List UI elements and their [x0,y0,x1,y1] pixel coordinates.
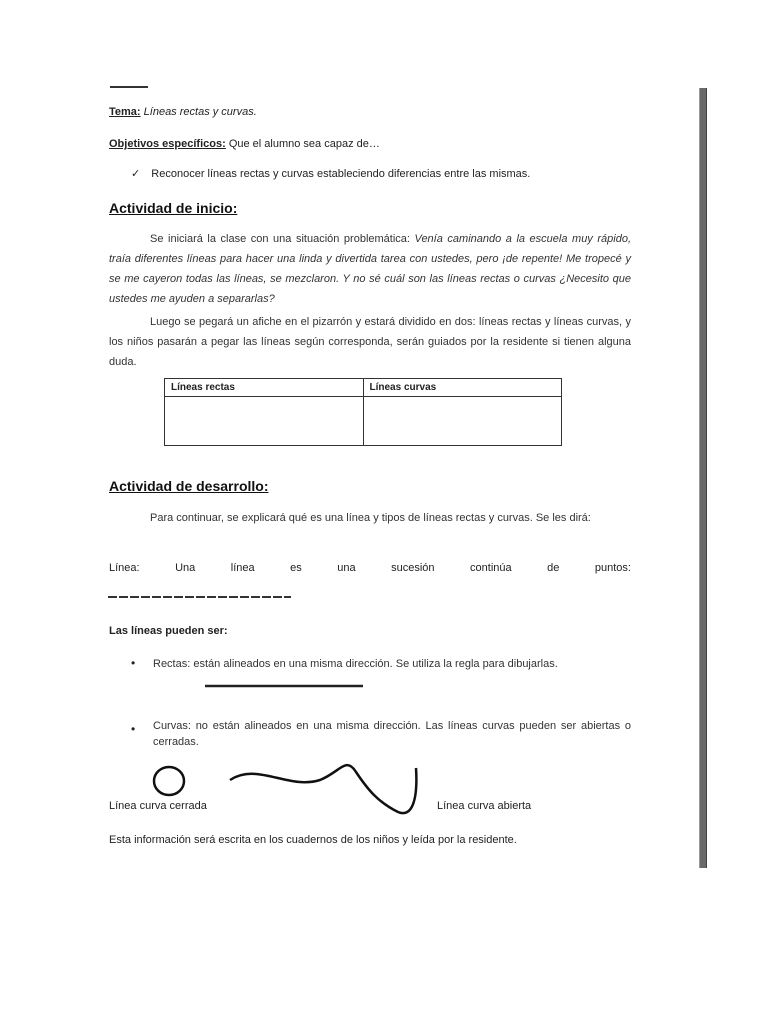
lines-table [164,378,562,446]
objective-item [131,167,530,180]
tema-label: Tema: [109,106,141,118]
desarrollo-heading: Actividad de desarrollo: [109,478,269,494]
inicio-heading: Actividad de inicio: [109,200,238,216]
definition-word: línea [230,562,255,574]
lineas-subheading: Las líneas pueden ser: [109,625,228,637]
label-closed-curve: Línea curva cerrada [109,800,207,812]
header-dash [110,86,148,88]
table-header-rectas: Líneas rectas [165,379,364,397]
open-curve-drawing [230,765,416,813]
inicio-para1-plain: Se iniciará la clase con una situación problemática: [150,233,415,245]
objetivos-label: Objetivos específicos: [109,138,226,150]
table-header-curvas: Líneas curvas [363,379,562,397]
bullet-icon: • [131,656,136,670]
objective-text: Reconocer líneas rectas y curvas estableciendo diferencias entre las mismas. [151,168,531,180]
definition-word: Línea: [109,562,140,574]
definition-word: puntos: [594,562,631,574]
inicio-paragraph-2: Luego se pegará un afiche en el pizarrón y estará dividido en dos: líneas rectas y líneas curvas, y los niños pasarán a pegar las líneas según corresponda, serán guiados por la residente si tienen alguna duda. [109,316,631,368]
label-open-curve: Línea curva abierta [437,800,532,812]
table-cell-curvas [363,397,562,446]
bullet-rectas: Rectas: están alineados en una misma dirección. Se utiliza la regla para dibujarlas. [153,658,558,670]
tema-line [109,106,257,118]
definition-word: una [337,562,356,574]
bullet-icon: • [131,722,136,736]
bullet-curvas: Curvas: no están alineados en una misma dirección. Las líneas curvas pueden ser abiertas o cerradas. [153,720,631,748]
dashed-points-line [108,594,293,600]
definition-word: es [290,562,302,574]
definition-word: sucesión [391,562,435,574]
objetivos-line [109,138,380,150]
table-cell-rectas [165,397,364,446]
straight-line-drawing [203,683,365,689]
inicio-para1-italic: Venía caminando a la escuela muy rápido, traía diferentes líneas para hacer una linda y divertida tarea con ustedes, pero ¡de repente! Me tropecé y se me cayeron todas las líneas, se mezclaron. Y no sé cuál son las líneas rectas o curvas ¿Necesito que ustedes me ayuden a separarlas? [109,233,631,305]
definition-word: Una [175,562,196,574]
closed-curve-drawing [154,767,184,795]
definition-line [109,562,631,574]
tema-value: Líneas rectas y curvas. [143,106,257,118]
definition-word: continúa [470,562,512,574]
desarrollo-paragraph-1: Para continuar, se explicará qué es una línea y tipos de líneas rectas y curvas. Se les dirá: [150,512,591,524]
closing-text: Esta información será escrita en los cuadernos de los niños y leída por la residente. [109,834,517,846]
objetivos-value: Que el alumno sea capaz de… [228,138,380,150]
check-icon: ✓ [131,168,141,180]
inicio-paragraph-1 [109,229,631,309]
definition-word: de [547,562,560,574]
page-edge-rule [699,88,707,868]
